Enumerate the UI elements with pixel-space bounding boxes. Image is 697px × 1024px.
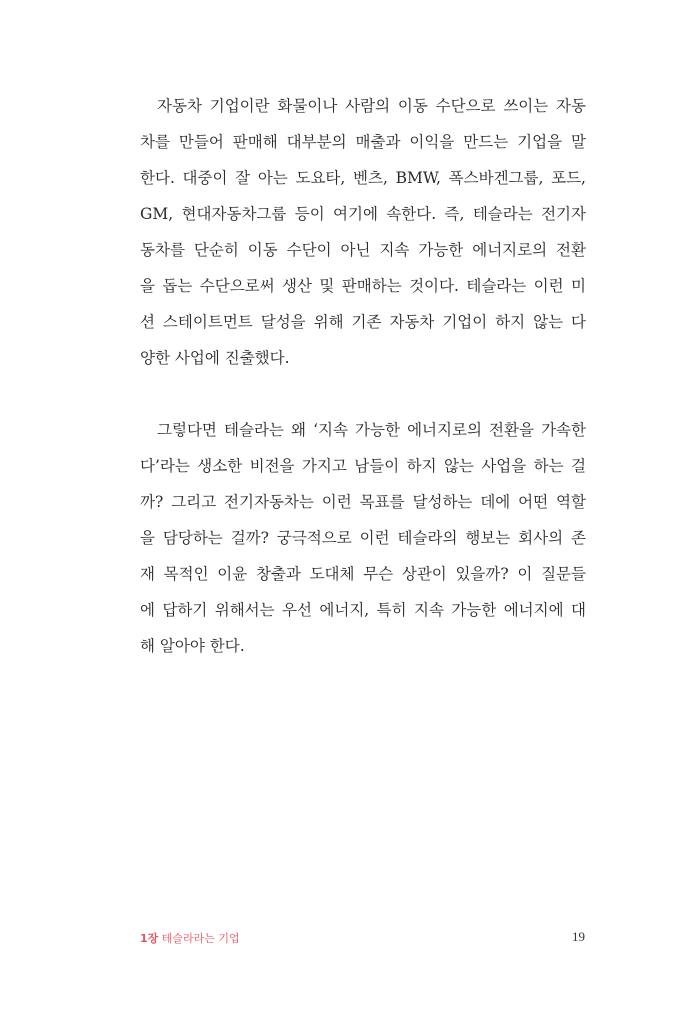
paragraph-2-line-3: 까? 그리고 전기자동차는 이런 목표를 달성하는 데에 어떤 역할 <box>140 493 586 511</box>
paragraph-1-line-4: GM, 현대자동차그룹 등이 여기에 속한다. 즉, 테슬라는 전기자 <box>140 205 586 223</box>
running-footer-chapter <box>140 930 240 946</box>
paragraph-2-line-7: 해 알아야 한다. <box>140 637 245 655</box>
chapter-number: 1장 <box>140 932 159 945</box>
paragraph-1-line-3: 한다. 대중이 잘 아는 도요타, 벤츠, BMW, 폭스바겐그룹, 포드, <box>140 169 586 187</box>
body-text <box>140 88 586 664</box>
paragraph-1-line-5: 동차를 단순히 이동 수단이 아닌 지속 가능한 에너지로의 전환 <box>140 241 586 259</box>
paragraph-1-line-6: 을 돕는 수단으로써 생산 및 판매하는 것이다. 테슬라는 이런 미 <box>140 277 586 295</box>
paragraph-2-line-5: 재 목적인 이윤 창출과 도대체 무슨 상관이 있을까? 이 질문들 <box>140 565 586 583</box>
paragraph-1-line-1: 자동차 기업이란 화물이나 사람의 이동 수단으로 쓰이는 자동 <box>157 97 586 115</box>
chapter-title: 테슬라라는 기업 <box>161 932 240 945</box>
paragraph-1-line-2: 차를 만들어 판매해 대부분의 매출과 이익을 만드는 기업을 말 <box>140 133 586 151</box>
paragraph-2-line-1: 그렇다면 테슬라는 왜 ‘지속 가능한 에너지로의 전환을 가속한 <box>157 421 586 439</box>
paragraph-1-line-8: 양한 사업에 진출했다. <box>140 349 290 367</box>
page-number: 19 <box>572 929 585 944</box>
paragraph-2-line-2: 다’라는 생소한 비전을 가지고 남들이 하지 않는 사업을 하는 걸 <box>140 457 586 475</box>
paragraph-2-line-6: 에 답하기 위해서는 우선 에너지, 특히 지속 가능한 에너지에 대 <box>140 601 586 619</box>
paragraph-2-line-4: 을 담당하는 걸까? 궁극적으로 이런 테슬라의 행보는 회사의 존 <box>140 529 586 547</box>
paragraph-1-line-7: 션 스테이트먼트 달성을 위해 기존 자동차 기업이 하지 않는 다 <box>140 313 586 331</box>
paragraph-gap <box>140 376 586 412</box>
